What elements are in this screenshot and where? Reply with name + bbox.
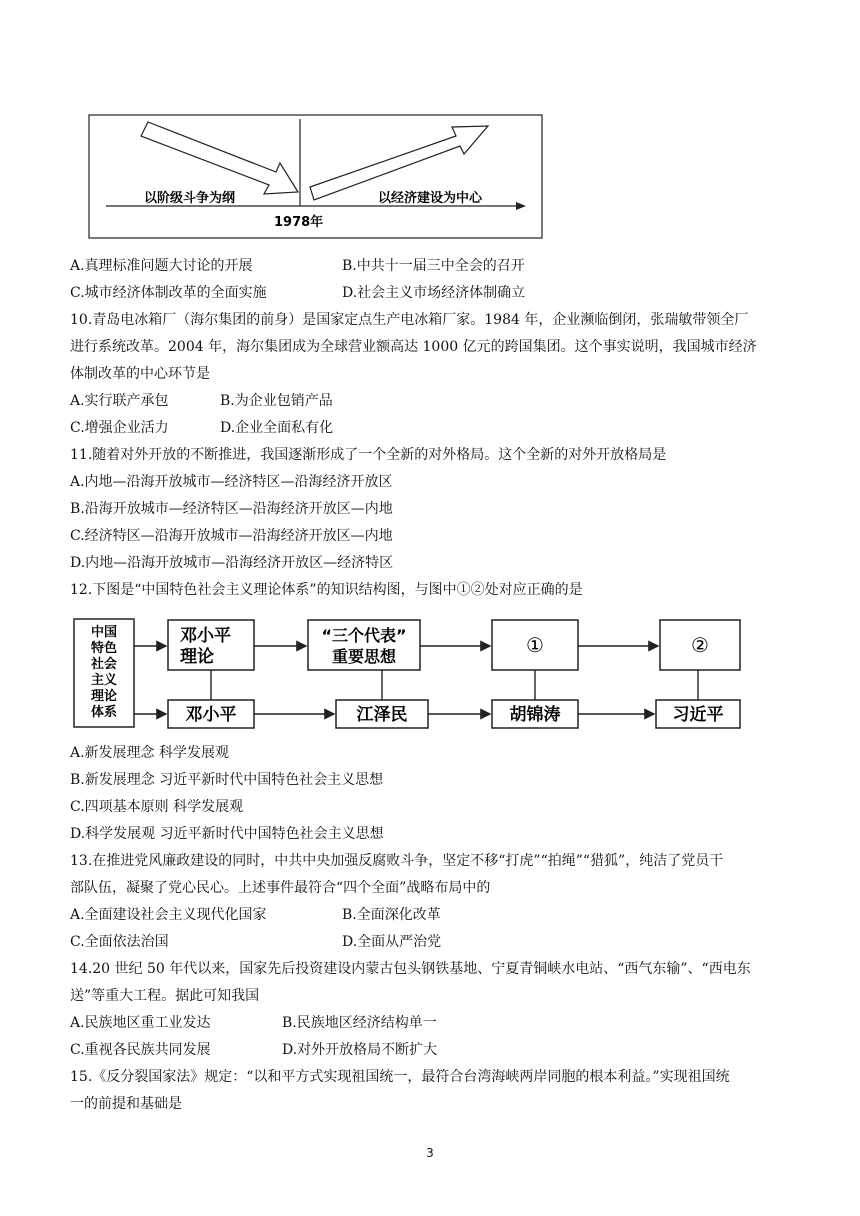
bottom-box-1-label: 邓小平 (185, 705, 237, 725)
q10-stem-line3: 体制改革的中心环节是 (70, 366, 210, 382)
q11-option-a: A.内地—沿海开放城市—经济特区—沿海经济开放区 (70, 474, 393, 490)
q15-stem-line1: 15.《反分裂国家法》规定：“以和平方式实现祖国统一，最符合台湾海峡两岸同胞的根本利益。”实现祖国统 (70, 1069, 730, 1085)
q12-option-a: A.新发展理念 科学发展观 (70, 745, 230, 761)
q10-stem-line1: 10.青岛电冰箱厂（海尔集团的前身）是国家定点生产电冰箱厂家。1984 年，企业濒临倒闭，张瑞敏带领全厂 (70, 312, 749, 328)
q13-option-a: A.全面建设社会主义现代化国家 (70, 907, 267, 923)
q10-option-c: C.增强企业活力 (70, 420, 169, 436)
bottom-box-2-label: 江泽民 (356, 705, 408, 725)
q14-option-b: B.民族地区经济结构单一 (282, 1015, 437, 1031)
q14-stem-line1: 14.20 世纪 50 年代以来，国家先后投资建设内蒙古包头钢铁基地、宁夏青铜峡水电站、“西气东输”、“西电东 (70, 961, 751, 977)
q10-stem-line2: 进行系统改革。2004 年，海尔集团成为全球营业额高达 1000 亿元的跨国集团。这个事实说明，我国城市经济 (70, 339, 757, 355)
q11-option-b: B.沿海开放城市—经济特区—沿海经济开放区—内地 (70, 501, 393, 517)
q13-option-b: B.全面深化改革 (342, 907, 441, 923)
q14-option-a: A.民族地区重工业发达 (70, 1015, 211, 1031)
q11-stem: 11.随着对外开放的不断推进，我国逐渐形成了一个全新的对外格局。这个全新的对外开放格局是 (70, 447, 667, 463)
q13-option-d: D.全面从严治党 (342, 934, 442, 950)
left-label: 以阶级斗争为纲 (144, 191, 236, 206)
year-label: 1978年 (274, 215, 324, 230)
q12-option-d: D.科学发展观 习近平新时代中国特色社会主义思想 (70, 826, 384, 842)
bottom-box-4-label: 习近平 (672, 705, 724, 725)
top-box-1-line1: 邓小平 (180, 626, 231, 646)
root-text-5: 理论 (90, 689, 118, 704)
q12-option-b: B.新发展理念 习近平新时代中国特色社会主义思想 (70, 772, 384, 788)
turning-point-diagram (88, 114, 543, 239)
q9-option-d: D.社会主义市场经济体制确立 (342, 285, 526, 301)
root-text-6: 体系 (90, 705, 118, 720)
root-text-3: 社会 (90, 657, 118, 672)
top-box-2-line2: 重要思想 (331, 647, 397, 666)
q14-option-c: C.重视各民族共同发展 (70, 1042, 211, 1058)
q10-option-b: B.为企业包销产品 (220, 393, 333, 409)
q14-option-d: D.对外开放格局不断扩大 (282, 1042, 438, 1058)
q11-option-c: C.经济特区—沿海开放城市—沿海经济开放区—内地 (70, 528, 393, 544)
q12-option-c: C.四项基本原则 科学发展观 (70, 799, 244, 815)
q9-option-c: C.城市经济体制改革的全面实施 (70, 285, 267, 301)
theory-structure-diagram (72, 616, 752, 734)
q10-option-a: A.实行联产承包 (70, 393, 169, 409)
q14-stem-line2: 送”等重大工程。据此可知我国 (70, 988, 260, 1004)
q11-option-d: D.内地—沿海开放城市—沿海经济开放区—经济特区 (70, 555, 394, 571)
turning-point-figure (88, 114, 543, 239)
q10-option-d: D.企业全面私有化 (220, 420, 334, 436)
top-box-1-line2: 理论 (180, 647, 214, 667)
root-text-1: 中国 (90, 625, 118, 640)
page-number: 3 (426, 1146, 434, 1160)
top-box-4-marker: ② (691, 633, 709, 657)
q13-stem-line2: 部队伍，凝聚了党心民心。上述事件最符合“四个全面”战略布局中的 (70, 880, 491, 896)
q13-option-c: C.全面依法治国 (70, 934, 169, 950)
q12-stem: 12.下图是“中国特色社会主义理论体系”的知识结构图，与图中①②处对应正确的是 (70, 582, 583, 598)
right-label: 以经济建设为中心 (378, 191, 483, 206)
bottom-box-3-label: 胡锦涛 (509, 705, 561, 725)
root-text-2: 特色 (90, 641, 118, 656)
q13-stem-line1: 13.在推进党风廉政建设的同时，中共中央加强反腐败斗争，坚定不移“打虎”“拍绳”“猎狐”，纯洁了党员干 (70, 853, 724, 869)
q15-stem-line2: 一的前提和基础是 (70, 1096, 182, 1112)
root-text-4: 主义 (90, 673, 118, 688)
top-box-3-marker: ① (526, 633, 544, 657)
q9-option-b: B.中共十一届三中全会的召开 (342, 258, 525, 274)
q9-option-a: A.真理标准问题大讨论的开展 (70, 258, 253, 274)
top-box-2-line1: “三个代表” (321, 626, 407, 645)
